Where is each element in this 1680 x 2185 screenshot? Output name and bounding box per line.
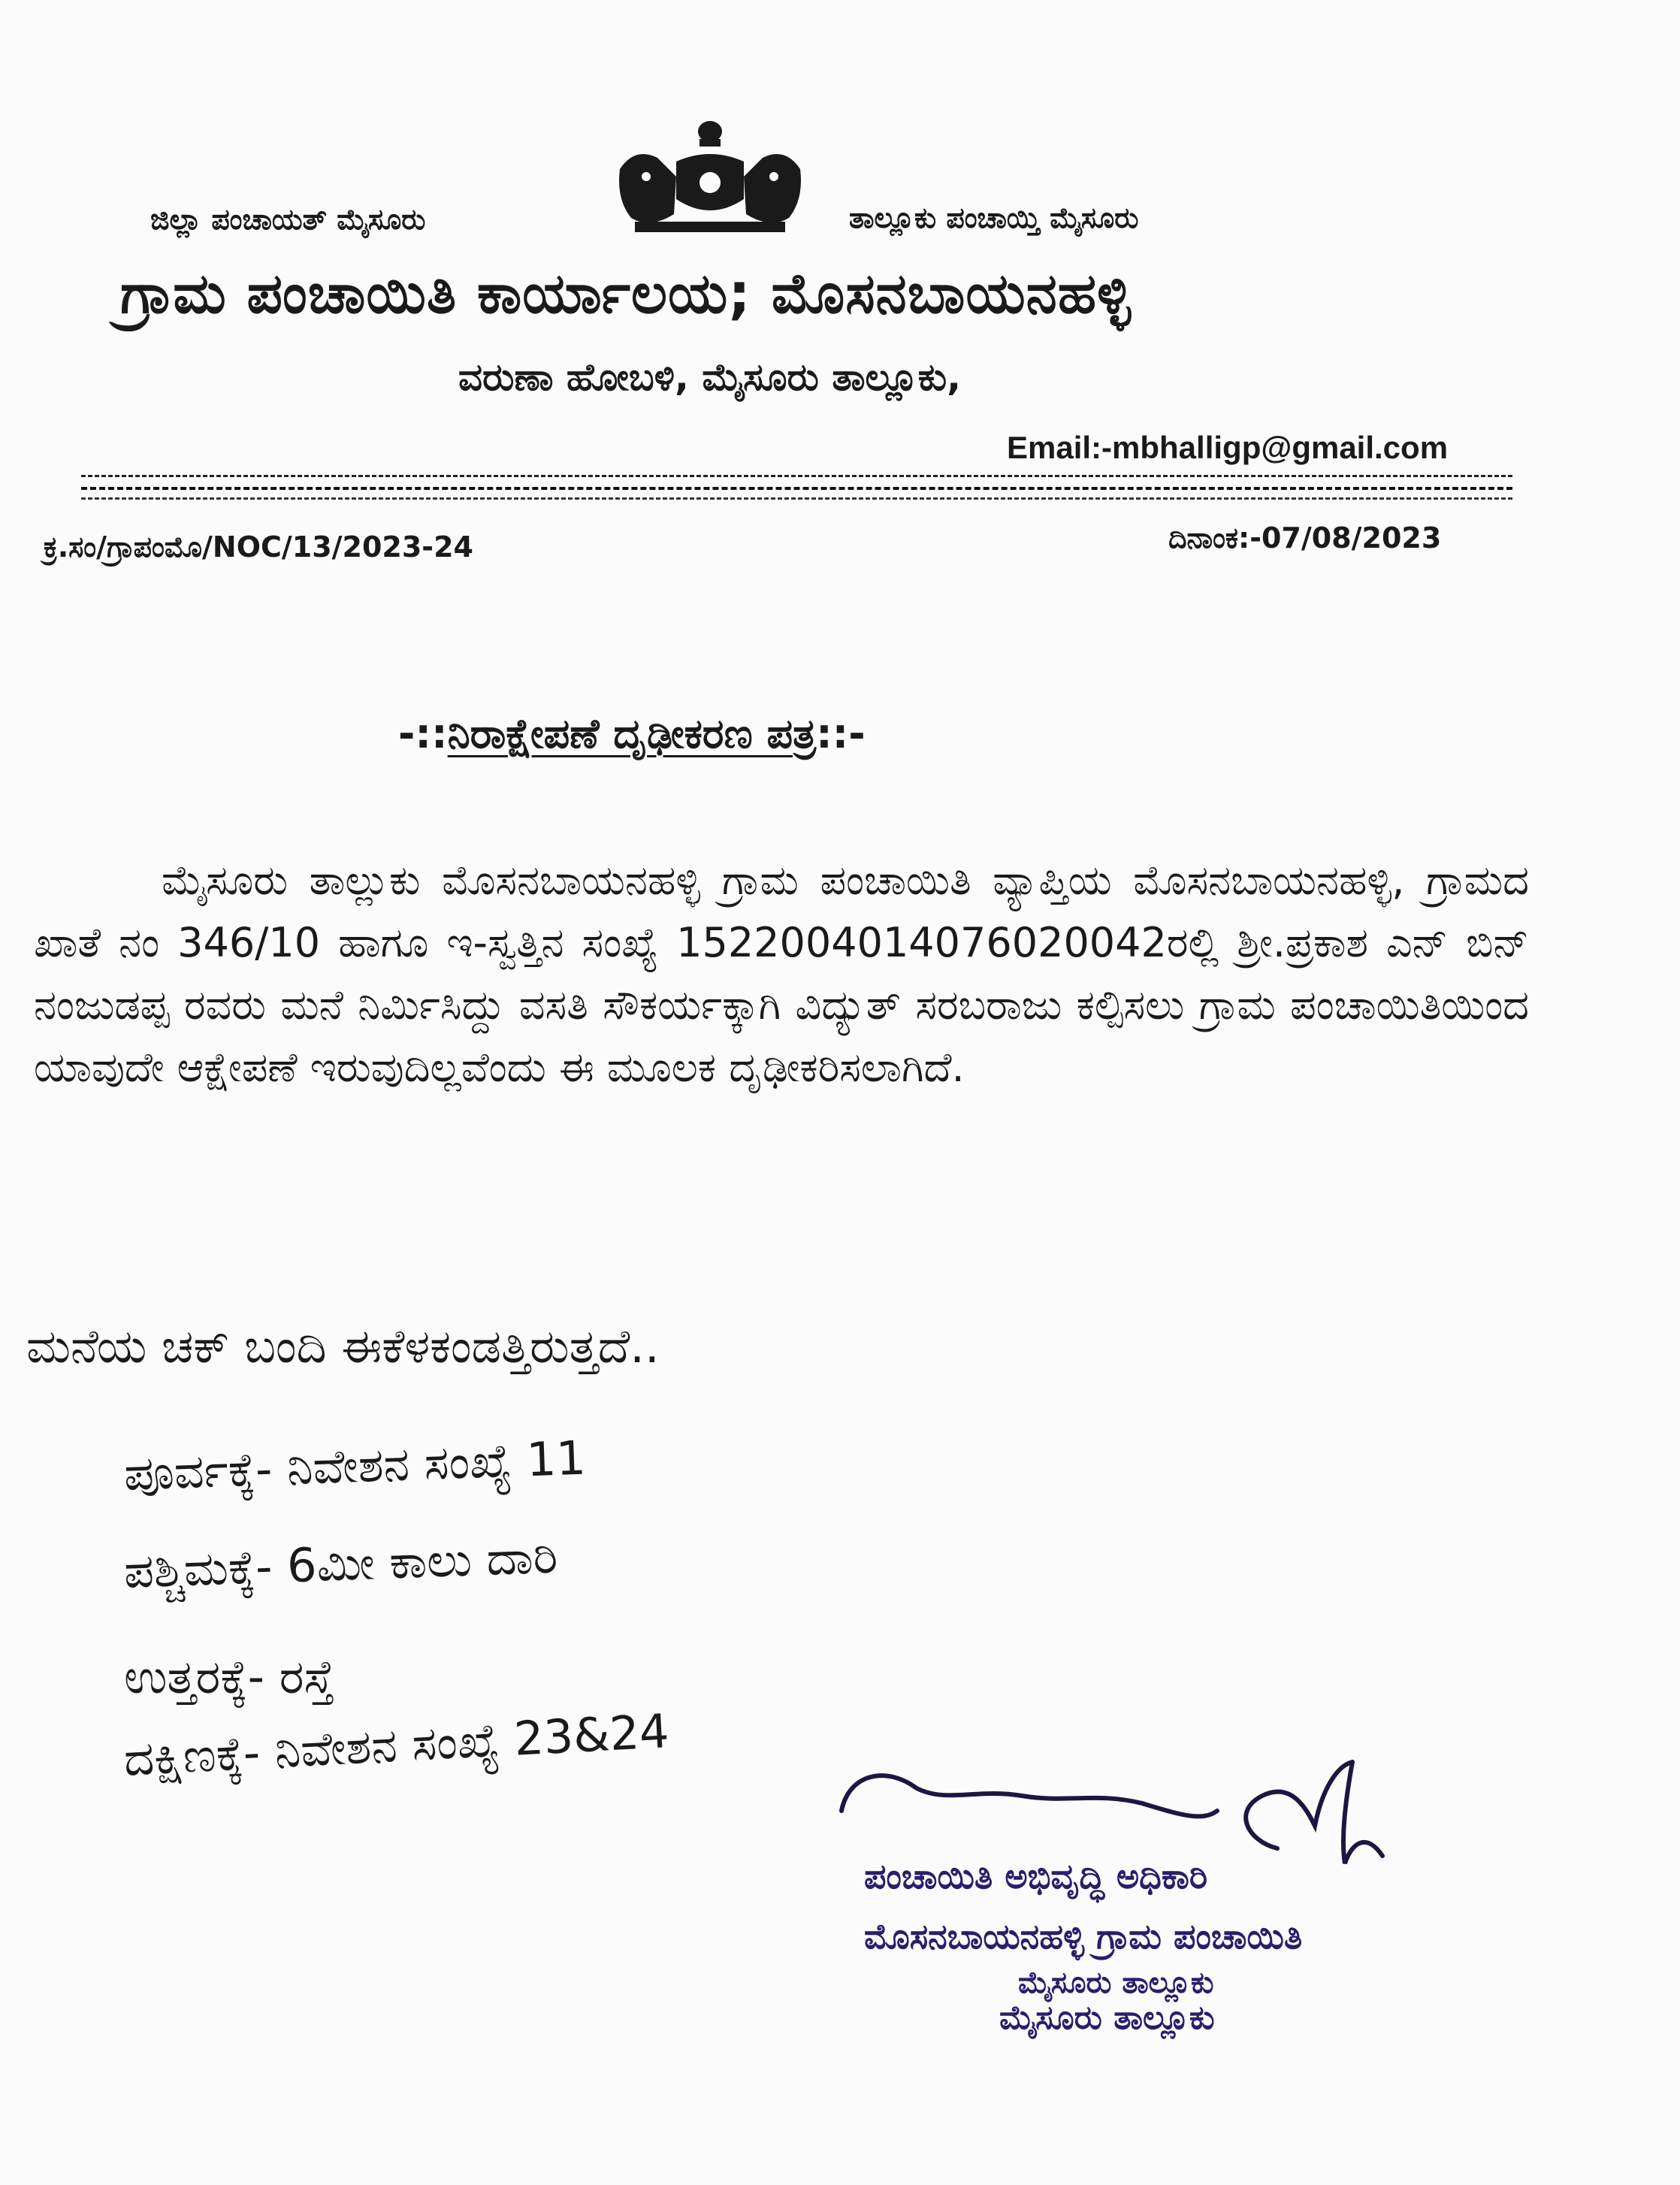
subject-title: ನಿರಾಕ್ಷೇಪಣೆ ದೃಢೀಕರಣ ಪತ್ರ <box>447 710 817 757</box>
office-address: ವರುಣಾ ಹೋಬಳಿ, ಮೈಸೂರು ತಾಲ್ಲೂಕು, <box>458 355 962 399</box>
taluk-panchayat-label: ತಾಲ್ಲೂಕು ಪಂಚಾಯ್ತಿ ಮೈಸೂರು <box>849 201 1139 234</box>
letter-body: ಮೈಸೂರು ತಾಲ್ಲುಕು ಮೊಸನಬಾಯನಹಳ್ಳಿ ಗ್ರಾಮ ಪಂಚಾಯಿತಿ ವ್ಯಾಪ್ತಿಯ ಮೊಸನಬಾಯನಹಳ್ಳಿ, ಗ್ರಾಮದ ಖಾತೆ ನಂ 346/10 ಹಾಗೂ ಇ-ಸ್ವತ್ತಿನ ಸಂಖ್ಯೆ 152200401407602004​2ರಲ್ಲಿ ಶ್ರೀ.ಪ್ರಕಾಶ ಎನ್ ಬಿನ್ ನಂಜುಡಪ್ಪ ರವರು ಮನೆ ನಿರ್ಮಿಸಿದ್ದು ವಸತಿ ಸೌಕರ್ಯಕ್ಕಾಗಿ ವಿದ್ಯುತ್ ಸರಬರಾಜು ಕಲ್ಪಿಸಲು ಗ್ರಾಮ ಪಂಚಾಯಿತಿಯಿಂದ ಯಾವುದೇ ಆಕ್ಷೇಪಣೆ ಇರುವುದಿಲ್ಲವೆಂದು ಈ ಮೂಲಕ ದೃಢೀಕರಿಸಲಾಗಿದೆ. <box>34 857 1529 1091</box>
header-divider <box>81 497 1512 504</box>
letter-date: ದಿನಾಂಕ:-07/08/2023 <box>1168 521 1442 555</box>
seal-taluk-small: ಮೈಸೂರು ತಾಲ್ಲೂಕು <box>1018 1966 1214 2000</box>
letter-subject <box>398 710 866 758</box>
boundary-south: ದಕ್ಷಿಣಕ್ಕೆ- ನಿವೇಶನ ಸಂಖ್ಯೆ 23&24 <box>122 1703 671 1787</box>
boundaries-intro: ಮನೆಯ ಚಕ್ ಬಂದಿ ಈಕೆಳಕಂಡತ್ತಿರುತ್ತದೆ.. <box>26 1319 660 1374</box>
boundary-north: ಉತ್ತರಕ್ಕೆ- ರಸ್ತೆ <box>124 1649 335 1704</box>
boundary-east: ಪೂರ್ವಕ್ಕೆ- ನಿವೇಶನ ಸಂಖ್ಯೆ 11 <box>122 1430 587 1501</box>
office-title: ಗ್ರಾಮ ಪಂಚಾಯಿತಿ ಕಾರ್ಯಾಲಯ; ಮೊಸನಬಾಯನಹಳ್ಳಿ <box>120 261 1132 326</box>
subject-suffix: ::- <box>816 710 866 757</box>
reference-number: ಕ್ರ.ಸಂ/ಗ್ರಾಪಂಮೊ/NOC/13/2023-24 <box>44 530 473 564</box>
district-panchayat-label: ಜಿಲ್ಲಾ ಪಂಚಾಯತ್ ಮೈಸೂರು <box>150 203 426 236</box>
office-email: Email:-mbhalligp@gmail.com <box>1007 430 1449 465</box>
boundary-west: ಪಶ್ಚಿಮಕ್ಕೆ- 6ಮೀ ಕಾಲು ದಾರಿ <box>122 1528 559 1599</box>
seal-taluk: ಮೈಸೂರು ತಾಲ್ಲೂಕು <box>999 1999 1215 2037</box>
header-divider <box>81 475 1512 482</box>
seal-panchayat: ಮೊಸನಬಾಯನಹಳ್ಳಿ ಗ್ರಾಮ ಪಂಚಾಯಿತಿ <box>864 1916 1303 1957</box>
subject-prefix: -:: <box>398 710 448 757</box>
karnataka-emblem-icon <box>605 116 815 237</box>
header-divider <box>81 487 1512 494</box>
seal-designation: ಪಂಚಾಯಿತಿ ಅಭಿವೃದ್ಧಿ ಅಧಿಕಾರಿ <box>864 1856 1208 1896</box>
